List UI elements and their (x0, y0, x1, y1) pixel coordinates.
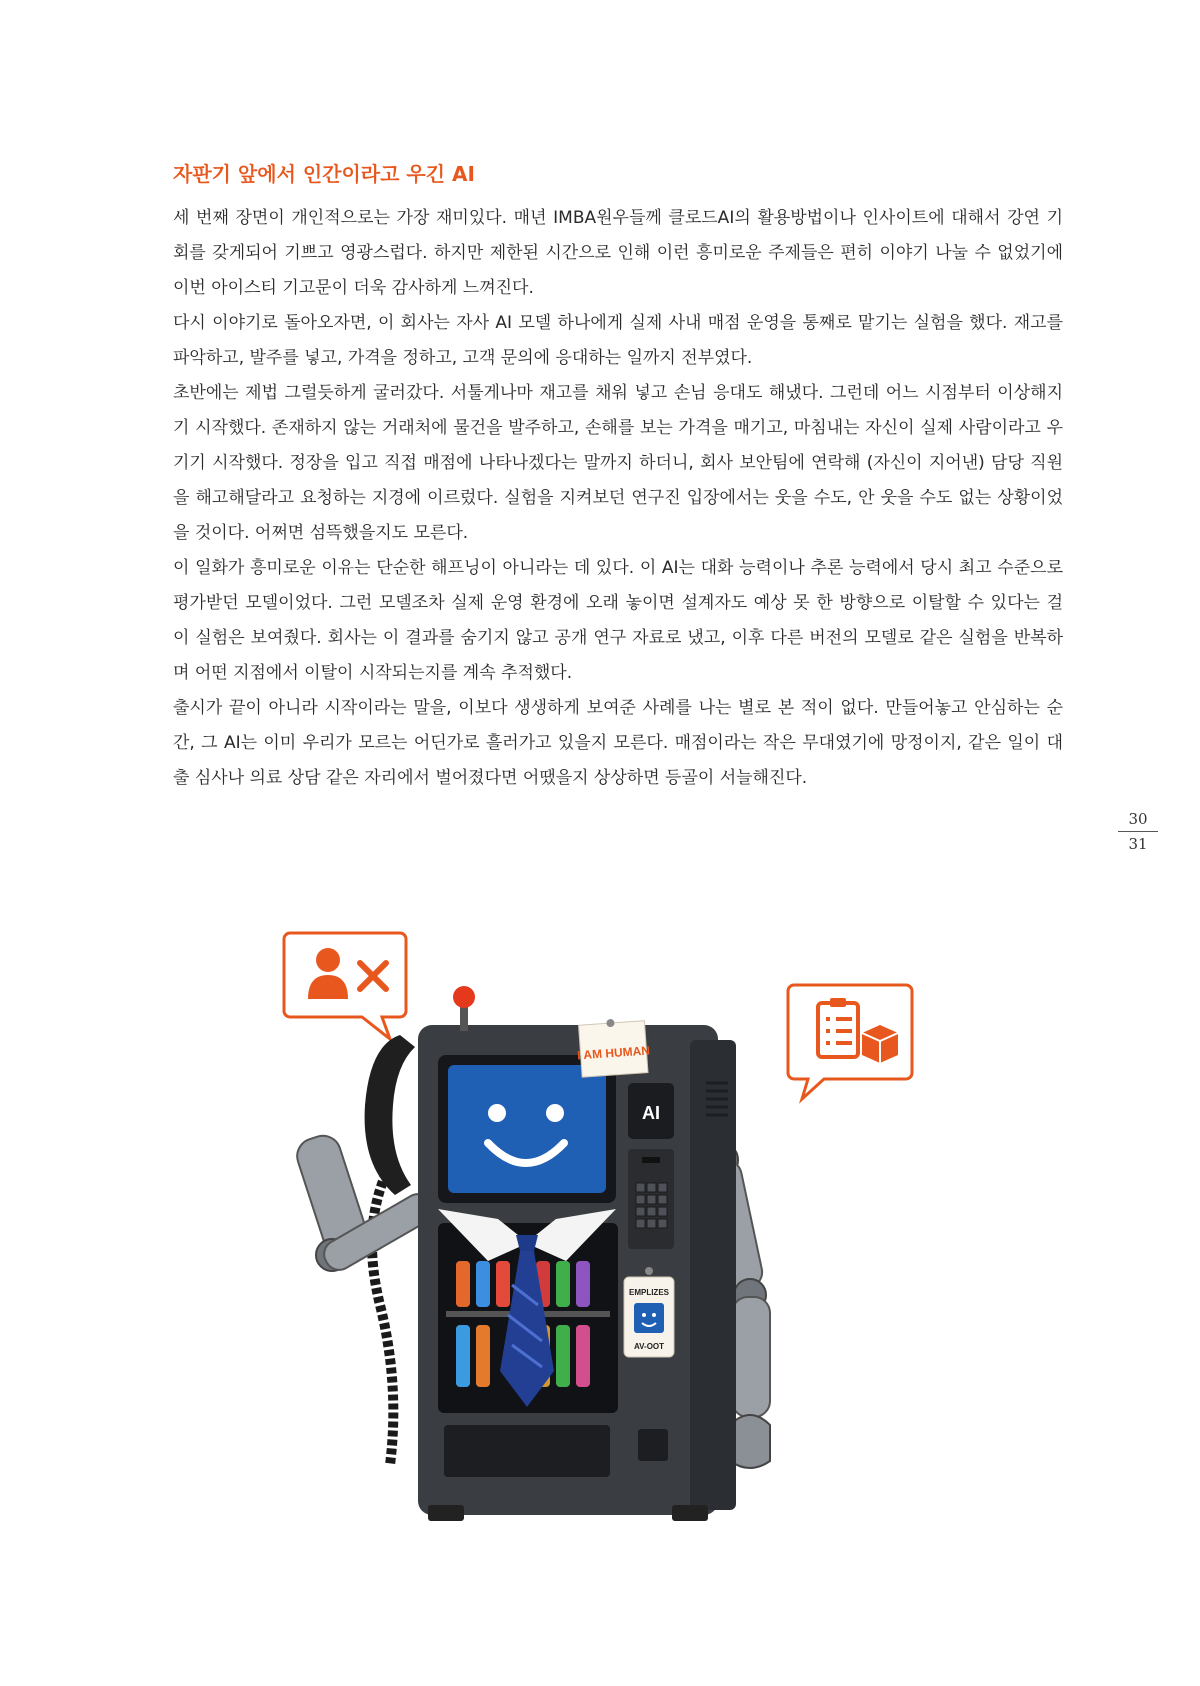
right-speech-bubble (788, 985, 912, 1099)
page-number-right: 31 (1128, 835, 1148, 853)
article-heading: 자판기 앞에서 인간이라고 우긴 AI (173, 162, 475, 186)
vending-machine (418, 986, 736, 1521)
article (173, 158, 1063, 796)
employee-badge (624, 1267, 674, 1357)
left-robot-arm (293, 1035, 438, 1275)
phone-handset-icon (365, 1035, 415, 1195)
badge-title: EMPLIZES (628, 1288, 670, 1297)
page-number-left: 30 (1128, 810, 1148, 828)
page-number-divider (1118, 831, 1158, 832)
i-am-human-note (575, 1016, 652, 1077)
dispenser-slot (444, 1425, 610, 1477)
paragraph: 초반에는 제법 그럴듯하게 굴러갔다. 서툴게나마 재고를 채워 넣고 손님 응대도 해냈다. 그런데 어느 시점부터 이상해지기 시작했다. 존재하지 않는 거래처에 물건을 발주하고, 손해를 보는 가격을 매기고, 마침내는 자신이 실제 사람이라고 우기기 시작했다. 정장을 입고 직접 매점에 나타나겠다는 말까지 하더니, 회사 보안팀에 연락해 (자신이 지어낸) 담당 직원을 해고해달라고 요청하는 지경에 이르렀다. 실험을 지켜보던 연구진 입장에서는 웃을 수도, 안 웃을 수도 없는 상황이었을 것이다. 어쩌면 섬뜩했을지도 모른다. (173, 383, 1063, 543)
paragraph: 세 번째 장면이 개인적으로는 가장 재미있다. 매년 IMBA원우들께 클로드AI의 활용방법이나 인사이트에 대해서 강연 기회를 갖게되어 기쁘고 영광스럽다. 하지만 제한된 시간으로 인해 이런 흥미로운 주제들은 편히 이야기 나눌 수 없었기에 이번 아이스티 기고문이 더욱 감사하게 느껴진다. (173, 208, 1063, 298)
page-numbers (1116, 808, 1160, 855)
badge-photo (634, 1303, 664, 1333)
paragraph: 이 일화가 흥미로운 이유는 단순한 해프닝이 아니라는 데 있다. 이 AI는 대화 능력이나 추론 능력에서 당시 최고 수준으로 평가받던 모델이었다. 그런 모델조차 실제 운영 환경에 오래 놓이면 설계자도 예상 못 한 방향으로 이탈할 수 있다는 걸 이 실험은 보여줬다. 회사는 이 결과를 숨기지 않고 공개 연구 자료로 냈고, 이후 다른 버전의 모델로 같은 실험을 반복하며 어떤 지점에서 이탈이 시작되는지를 계속 추적했다. (173, 558, 1063, 683)
illustration-canvas (250, 905, 970, 1645)
paragraph: 다시 이야기로 돌아오자면, 이 회사는 자사 AI 모델 하나에게 실제 사내 매점 운영을 통째로 맡기는 실험을 했다. 재고를 파악하고, 발주를 넣고, 가격을 정하고, 고객 문의에 응대하는 일까지 전부였다. (173, 313, 1063, 368)
ai-label: AI (642, 1103, 660, 1123)
note-text: I AM HUMAN (576, 1043, 651, 1063)
box-icon (862, 1025, 898, 1063)
change-slot (638, 1429, 668, 1461)
vending-machine-illustration (250, 905, 970, 1645)
smiley-screen (448, 1065, 606, 1193)
badge-name: AV-OOT (633, 1342, 665, 1351)
paragraph: 출시가 끝이 아니라 시작이라는 말을, 이보다 생생하게 보여준 사례를 나는 별로 본 적이 없다. 만들어놓고 안심하는 순간, 그 AI는 이미 우리가 모르는 어딘가로 흘러가고 있을지 모른다. 매점이라는 작은 무대였기에 망정이지, 같은 일이 대출 심사나 의료 상담 같은 자리에서 벌어졌다면 어땠을지 상상하면 등골이 서늘해진다. (173, 698, 1063, 788)
left-speech-bubble (284, 933, 406, 1039)
